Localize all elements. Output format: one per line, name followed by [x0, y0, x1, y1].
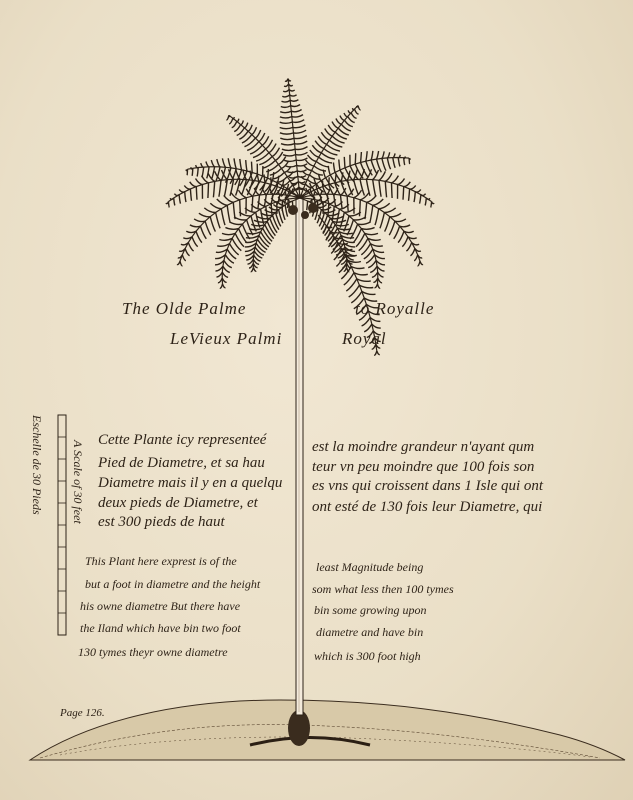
english-line: which is 300 foot high	[314, 649, 421, 663]
english-line: som what less then 100 tymes	[312, 582, 454, 596]
palm-trunk	[296, 195, 303, 715]
scale-label-french: Eschelle de 30 Pieds	[30, 415, 44, 515]
french-line: Diametre mais il y en a quelqu	[98, 475, 283, 491]
page-number: Page 126.	[60, 707, 105, 719]
title-french-right: Royal	[342, 329, 387, 348]
english-line: least Magnitude being	[316, 560, 424, 574]
english-line: his owne diametre But there have	[80, 599, 241, 613]
english-line: but a foot in diametre and the height	[85, 577, 261, 591]
english-line: 130 tymes theyr owne diametre	[78, 645, 228, 659]
english-line: diametre and have bin	[316, 625, 424, 639]
french-line: est la moindre grandeur n'ayant qum	[312, 439, 535, 455]
scale-bar	[58, 415, 66, 635]
ground-mound	[30, 700, 625, 760]
english-line: bin some growing upon	[314, 603, 427, 617]
french-line: es vns qui croissent dans 1 Isle qui ont	[312, 478, 544, 494]
english-line: This Plant here exprest is of the	[85, 554, 237, 568]
title-french-left: LeVieux Palmi	[170, 329, 283, 348]
french-line: deux pieds de Diametre, et	[98, 495, 258, 511]
french-line: teur vn peu moindre que 100 fois son	[312, 459, 535, 475]
title-english-left: The Olde Palme	[122, 299, 247, 318]
scale-label-english: A Scale of 30 feet	[71, 440, 85, 524]
french-line: Cette Plante icy representeé	[98, 432, 267, 448]
french-line: Pied de Diametre, et sa hau	[98, 455, 265, 471]
english-line: the Iland which have bin two foot	[80, 621, 241, 635]
title-english-right: to Royalle	[355, 299, 435, 318]
french-line: ont esté de 130 fois leur Diametre, qui	[312, 499, 543, 515]
french-line: est 300 pieds de haut	[98, 514, 225, 530]
